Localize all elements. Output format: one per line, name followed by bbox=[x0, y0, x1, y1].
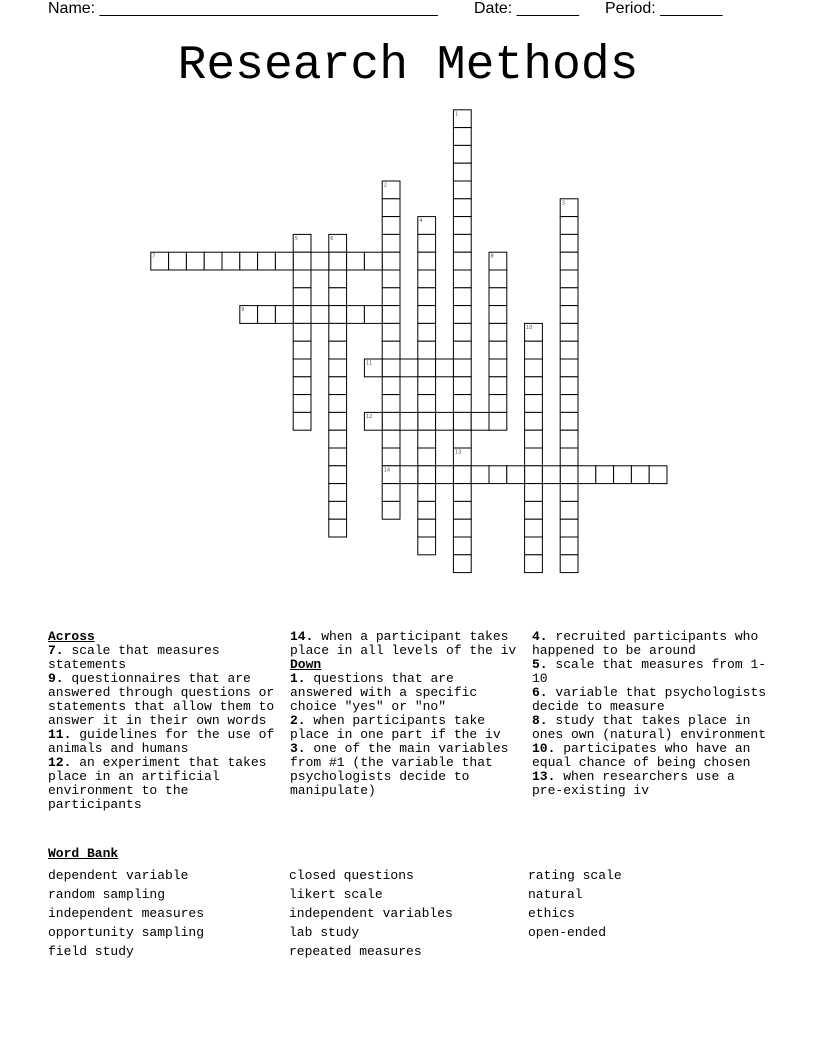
crossword-cell[interactable] bbox=[329, 448, 347, 466]
word-bank-column-1 bbox=[48, 866, 204, 961]
clue-across-7: 7. scale that measures statements bbox=[48, 643, 220, 672]
crossword-cell[interactable] bbox=[453, 234, 471, 252]
crossword-cell[interactable] bbox=[453, 501, 471, 519]
crossword-cell[interactable] bbox=[329, 412, 347, 430]
crossword-cell[interactable] bbox=[453, 306, 471, 324]
crossword-cell[interactable] bbox=[560, 412, 578, 430]
crossword-cell[interactable] bbox=[525, 430, 543, 448]
crossword-cell[interactable] bbox=[329, 323, 347, 341]
crossword-cell[interactable] bbox=[418, 288, 436, 306]
crossword-cell[interactable] bbox=[453, 217, 471, 235]
crossword-cell[interactable] bbox=[364, 252, 382, 270]
crossword-cell[interactable] bbox=[489, 359, 507, 377]
crossword-cell[interactable] bbox=[525, 341, 543, 359]
down-heading: Down bbox=[290, 657, 322, 672]
clue-down-5: 5. scale that measures from 1-10 bbox=[532, 657, 767, 686]
crossword-cell[interactable] bbox=[489, 466, 507, 484]
crossword-cell[interactable] bbox=[489, 412, 507, 430]
crossword-cell[interactable] bbox=[525, 412, 543, 430]
name-field-label[interactable]: Name: ______________________________________ bbox=[48, 0, 438, 17]
crossword-cell[interactable] bbox=[542, 466, 560, 484]
crossword-cell[interactable] bbox=[240, 252, 258, 270]
crossword-cell[interactable] bbox=[329, 466, 347, 484]
crossword-cell[interactable] bbox=[453, 466, 471, 484]
crossword-cell[interactable] bbox=[382, 306, 400, 324]
crossword-cell[interactable] bbox=[258, 252, 276, 270]
crossword-cell[interactable] bbox=[329, 341, 347, 359]
crossword-cell[interactable] bbox=[525, 395, 543, 413]
crossword-cell[interactable] bbox=[418, 484, 436, 502]
crossword-cell[interactable] bbox=[560, 359, 578, 377]
crossword-cell[interactable] bbox=[453, 484, 471, 502]
crossword-cell[interactable] bbox=[453, 163, 471, 181]
crossword-cell[interactable] bbox=[418, 359, 436, 377]
crossword-cell[interactable] bbox=[400, 359, 418, 377]
crossword-cell[interactable] bbox=[382, 270, 400, 288]
crossword-cell[interactable] bbox=[418, 537, 436, 555]
crossword-cell[interactable] bbox=[382, 377, 400, 395]
crossword-cell[interactable] bbox=[436, 359, 454, 377]
crossword-cell[interactable] bbox=[347, 306, 365, 324]
crossword-cell[interactable] bbox=[418, 234, 436, 252]
crossword-cell[interactable] bbox=[347, 252, 365, 270]
crossword-cell-number: 10 bbox=[526, 324, 533, 331]
crossword-cell[interactable] bbox=[382, 199, 400, 217]
word-bank-item: closed questions bbox=[289, 868, 414, 883]
crossword-cell-number: 5 bbox=[294, 235, 298, 242]
crossword-cell[interactable] bbox=[560, 341, 578, 359]
crossword-cell[interactable] bbox=[560, 430, 578, 448]
crossword-cell[interactable] bbox=[329, 306, 347, 324]
crossword-cell[interactable] bbox=[293, 395, 311, 413]
crossword-cell[interactable] bbox=[560, 501, 578, 519]
crossword-cell[interactable] bbox=[453, 252, 471, 270]
crossword-cell[interactable] bbox=[489, 341, 507, 359]
crossword-cell[interactable] bbox=[186, 252, 204, 270]
crossword-cell-number: 1 bbox=[454, 111, 459, 118]
crossword-cell[interactable] bbox=[329, 270, 347, 288]
clue-across-12: 12. an experiment that takes place in an artificial environment to the participants bbox=[48, 755, 267, 812]
crossword-cell-number: 4 bbox=[419, 218, 423, 225]
crossword-cell[interactable] bbox=[560, 270, 578, 288]
crossword-cell[interactable] bbox=[525, 448, 543, 466]
word-bank-item: independent variables bbox=[289, 906, 453, 921]
crossword-cell[interactable] bbox=[525, 519, 543, 537]
crossword-cell[interactable] bbox=[293, 252, 311, 270]
crossword-cell[interactable] bbox=[560, 306, 578, 324]
crossword-cell[interactable] bbox=[382, 252, 400, 270]
word-bank-item: rating scale bbox=[528, 868, 622, 883]
crossword-cell[interactable] bbox=[507, 466, 525, 484]
crossword-cell[interactable] bbox=[382, 501, 400, 519]
crossword-cell[interactable] bbox=[631, 466, 649, 484]
crossword-cell[interactable] bbox=[418, 377, 436, 395]
crossword-cell[interactable] bbox=[382, 448, 400, 466]
crossword-cell[interactable] bbox=[596, 466, 614, 484]
crossword-cell[interactable] bbox=[489, 323, 507, 341]
crossword-cell[interactable] bbox=[489, 306, 507, 324]
crossword-cell[interactable] bbox=[382, 323, 400, 341]
crossword-cell[interactable] bbox=[560, 484, 578, 502]
crossword-cell[interactable] bbox=[453, 270, 471, 288]
crossword-cell[interactable] bbox=[329, 252, 347, 270]
word-bank-item: opportunity sampling bbox=[48, 925, 205, 940]
crossword-cell[interactable] bbox=[560, 252, 578, 270]
crossword-cell[interactable] bbox=[418, 395, 436, 413]
clue-down-10: 10. participates who have an equal chance of being chosen bbox=[532, 741, 751, 770]
crossword-cell[interactable] bbox=[418, 323, 436, 341]
crossword-cell[interactable] bbox=[293, 306, 311, 324]
word-bank-column-3 bbox=[528, 866, 622, 942]
crossword-cell[interactable] bbox=[560, 217, 578, 235]
crossword-cell[interactable] bbox=[275, 306, 293, 324]
crossword-cell[interactable] bbox=[258, 306, 276, 324]
date-field-label[interactable]: Date: _______ bbox=[474, 0, 579, 17]
crossword-cell[interactable] bbox=[293, 377, 311, 395]
crossword-cell[interactable] bbox=[525, 555, 543, 573]
crossword-cell[interactable] bbox=[560, 377, 578, 395]
crossword-cell[interactable] bbox=[293, 359, 311, 377]
crossword-cell[interactable] bbox=[293, 323, 311, 341]
crossword-cell[interactable] bbox=[382, 341, 400, 359]
clue-across-14: 14. when a participant takes place in all levels of the iv bbox=[290, 629, 517, 658]
crossword-cell[interactable] bbox=[293, 270, 311, 288]
crossword-cell[interactable] bbox=[436, 466, 454, 484]
crossword-cell[interactable] bbox=[418, 252, 436, 270]
crossword-cell[interactable] bbox=[525, 501, 543, 519]
crossword-cell-number: 11 bbox=[365, 360, 373, 367]
crossword-cell[interactable] bbox=[382, 288, 400, 306]
crossword-cell[interactable] bbox=[453, 341, 471, 359]
crossword-cell[interactable] bbox=[525, 537, 543, 555]
crossword-cell[interactable] bbox=[453, 519, 471, 537]
word-bank-item: likert scale bbox=[289, 887, 383, 902]
crossword-cell-number: 12 bbox=[365, 413, 373, 420]
crossword-cell[interactable] bbox=[329, 430, 347, 448]
crossword-cell[interactable] bbox=[453, 181, 471, 199]
crossword-cell[interactable] bbox=[329, 359, 347, 377]
crossword-cell[interactable] bbox=[453, 555, 471, 573]
crossword-cell[interactable] bbox=[578, 466, 596, 484]
crossword-cell[interactable] bbox=[560, 395, 578, 413]
crossword-cell-number: 7 bbox=[152, 253, 156, 260]
period-field-label[interactable]: Period: _______ bbox=[605, 0, 723, 17]
crossword-cell[interactable] bbox=[204, 252, 222, 270]
crossword-cell[interactable] bbox=[418, 412, 436, 430]
crossword-cell[interactable] bbox=[560, 448, 578, 466]
crossword-cell[interactable] bbox=[382, 412, 400, 430]
crossword-cell-number: 3 bbox=[561, 200, 565, 207]
crossword-cell-number: 9 bbox=[241, 307, 245, 314]
crossword-cell[interactable] bbox=[382, 217, 400, 235]
crossword-cell[interactable] bbox=[453, 359, 471, 377]
crossword-cell[interactable] bbox=[382, 430, 400, 448]
crossword-cell[interactable] bbox=[222, 252, 240, 270]
crossword-cell[interactable] bbox=[329, 395, 347, 413]
word-bank-heading: Word Bank bbox=[48, 846, 119, 861]
clue-across-11: 11. guidelines for the use of animals and humans bbox=[48, 727, 275, 756]
crossword-cell[interactable] bbox=[453, 288, 471, 306]
crossword-cell[interactable] bbox=[293, 288, 311, 306]
word-bank-item: independent measures bbox=[48, 906, 205, 921]
crossword-cell[interactable] bbox=[329, 484, 347, 502]
clue-down-8: 8. study that takes place in ones own (natural) environment bbox=[532, 713, 767, 742]
crossword-cell[interactable] bbox=[293, 412, 311, 430]
crossword-cell[interactable] bbox=[382, 234, 400, 252]
crossword-cell[interactable] bbox=[418, 519, 436, 537]
crossword-cell[interactable] bbox=[311, 252, 329, 270]
word-bank-item: ethics bbox=[528, 906, 575, 921]
crossword-cell-number: 2 bbox=[383, 182, 387, 189]
crossword-cell[interactable] bbox=[489, 377, 507, 395]
clue-down-6: 6. variable that psychologists decide to measure bbox=[532, 685, 767, 714]
crossword-cell[interactable] bbox=[418, 501, 436, 519]
crossword-cell[interactable] bbox=[329, 519, 347, 537]
crossword-cell[interactable] bbox=[418, 430, 436, 448]
word-bank-item: lab study bbox=[289, 925, 360, 940]
crossword-cell[interactable] bbox=[418, 448, 436, 466]
crossword-cell[interactable] bbox=[169, 252, 187, 270]
clue-across-9: 9. questionnaires that are answered through questions or statements that allow them to answer it in their own words bbox=[48, 671, 275, 728]
crossword-cell[interactable] bbox=[560, 323, 578, 341]
crossword-cell[interactable] bbox=[614, 466, 632, 484]
word-bank-item: natural bbox=[528, 887, 583, 902]
clues-column-3 bbox=[532, 630, 768, 838]
crossword-cell[interactable] bbox=[453, 377, 471, 395]
crossword-cell[interactable] bbox=[453, 128, 471, 146]
crossword-cell[interactable] bbox=[400, 412, 418, 430]
word-bank-item: dependent variable bbox=[48, 868, 189, 883]
crossword-cell[interactable] bbox=[489, 288, 507, 306]
crossword-cell[interactable] bbox=[329, 288, 347, 306]
crossword-cell[interactable] bbox=[489, 270, 507, 288]
crossword-cell[interactable] bbox=[453, 395, 471, 413]
crossword-cell[interactable] bbox=[311, 306, 329, 324]
crossword-cell[interactable] bbox=[364, 306, 382, 324]
crossword-cell[interactable] bbox=[560, 466, 578, 484]
crossword-cell[interactable] bbox=[382, 359, 400, 377]
crossword-cell[interactable] bbox=[453, 412, 471, 430]
clue-down-1: 1. questions that are answered with a specific choice "yes" or "no" bbox=[290, 671, 478, 714]
clues-column-1 bbox=[48, 630, 280, 812]
crossword-cell[interactable] bbox=[471, 412, 489, 430]
clue-down-13: 13. when researchers use a pre-existing iv bbox=[532, 769, 735, 798]
crossword-cell[interactable] bbox=[275, 252, 293, 270]
crossword-cell[interactable] bbox=[400, 466, 418, 484]
crossword-cell[interactable] bbox=[525, 359, 543, 377]
crossword-cell[interactable] bbox=[453, 430, 471, 448]
word-bank-item: open-ended bbox=[528, 925, 607, 940]
clue-down-4: 4. recruited participants who happened to be around bbox=[532, 630, 759, 658]
clues-column-2 bbox=[290, 630, 522, 798]
crossword-cell[interactable] bbox=[418, 341, 436, 359]
crossword-cell[interactable] bbox=[418, 306, 436, 324]
crossword-cell[interactable] bbox=[329, 501, 347, 519]
clue-down-3: 3. one of the main variables from #1 (the variable that psychologists decide to manipulate) bbox=[290, 741, 509, 798]
word-bank-item: repeated measures bbox=[289, 944, 422, 959]
crossword-cell[interactable] bbox=[453, 199, 471, 217]
crossword-cell[interactable] bbox=[525, 377, 543, 395]
crossword-cell[interactable] bbox=[329, 377, 347, 395]
crossword-cell[interactable] bbox=[560, 555, 578, 573]
crossword-cell[interactable] bbox=[525, 466, 543, 484]
crossword-cell[interactable] bbox=[293, 341, 311, 359]
crossword-cell-number: 6 bbox=[330, 235, 334, 242]
crossword-cell[interactable] bbox=[418, 270, 436, 288]
across-heading: Across bbox=[48, 629, 95, 644]
crossword-cell[interactable] bbox=[453, 323, 471, 341]
crossword-cell[interactable] bbox=[382, 395, 400, 413]
word-bank-item: random sampling bbox=[48, 887, 166, 902]
crossword-cell[interactable] bbox=[525, 484, 543, 502]
crossword-cell-number: 13 bbox=[454, 449, 462, 456]
crossword-cell[interactable] bbox=[418, 466, 436, 484]
crossword-cell[interactable] bbox=[560, 519, 578, 537]
clue-down-2: 2. when participants take place in one part if the iv bbox=[290, 713, 501, 742]
crossword-cell-number: 14 bbox=[383, 467, 391, 474]
word-bank-column-2 bbox=[289, 866, 453, 961]
crossword-cell[interactable] bbox=[489, 395, 507, 413]
word-bank-item: field study bbox=[48, 944, 134, 959]
crossword-cell[interactable] bbox=[471, 466, 489, 484]
crossword-cell[interactable] bbox=[560, 234, 578, 252]
crossword-cell[interactable] bbox=[649, 466, 667, 484]
crossword-cell-number: 8 bbox=[490, 253, 494, 260]
crossword-cell[interactable] bbox=[436, 412, 454, 430]
crossword-cell[interactable] bbox=[560, 288, 578, 306]
crossword-cell[interactable] bbox=[453, 537, 471, 555]
crossword-cell[interactable] bbox=[560, 537, 578, 555]
page-title: Research Methods bbox=[177, 39, 639, 93]
crossword-cell[interactable] bbox=[453, 145, 471, 163]
crossword-cell[interactable] bbox=[382, 484, 400, 502]
